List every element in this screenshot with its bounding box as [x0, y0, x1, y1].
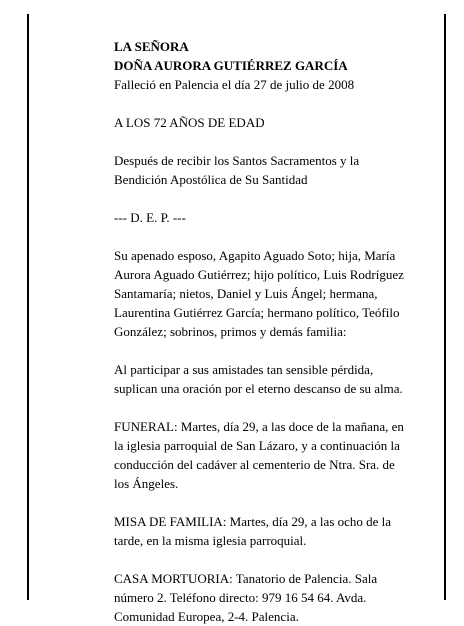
page-border-right: [444, 14, 446, 600]
request-section: [114, 360, 424, 398]
funeral-line: FUNERAL: Martes, día 29, a las doce de la mañana, en: [114, 419, 404, 434]
mortuary-line: número 2. Teléfono directo: 979 16 54 64. Avda.: [114, 590, 367, 605]
request-line: suplican una oración por el eterno descanso de su alma.: [114, 381, 403, 396]
dep-line: --- D. E. P. ---: [114, 210, 186, 225]
title-line: LA SEÑORA: [114, 39, 189, 54]
sacraments-section: [114, 151, 424, 189]
request-line: Al participar a sus amistades tan sensible pérdida,: [114, 362, 374, 377]
page-border-left: [27, 14, 29, 600]
family-line: González; sobrinos, primos y demás familia:: [114, 324, 347, 339]
funeral-line: los Ángeles.: [114, 476, 179, 491]
age-line: A LOS 72 AÑOS DE EDAD: [114, 115, 265, 130]
funeral-line: conducción del cadáver al cementerio de Ntra. Sra. de: [114, 457, 395, 472]
mortuary-line: Comunidad Europea, 2-4. Palencia.: [114, 609, 299, 624]
family-line: Aurora Aguado Gutiérrez; hijo político, Luis Rodríguez: [114, 267, 404, 282]
family-line: Santamaría; nietos, Daniel y Luis Ángel; hermana,: [114, 286, 378, 301]
family-mass-line: MISA DE FAMILIA: Martes, día 29, a las ocho de la: [114, 514, 392, 529]
family-line: Su apenado esposo, Agapito Aguado Soto; hija, María: [114, 248, 396, 263]
dep-section: [114, 208, 424, 227]
deceased-name: DOÑA AURORA GUTIÉRREZ GARCÍA: [114, 58, 348, 73]
funeral-line: la iglesia parroquial de San Lázaro, y a continuación la: [114, 438, 400, 453]
mortuary-section: [114, 569, 424, 626]
sacraments-line: Bendición Apostólica de Su Santidad: [114, 172, 308, 187]
family-line: Laurentina Gutiérrez García; hermano político, Teófilo: [114, 305, 400, 320]
funeral-section: [114, 417, 424, 493]
family-section: [114, 246, 424, 341]
obituary-header: [114, 37, 424, 94]
mortuary-line: CASA MORTUORIA: Tanatorio de Palencia. Sala: [114, 571, 378, 586]
obituary-notice: [114, 37, 424, 626]
death-date-line: Falleció en Palencia el día 27 de julio de 2008: [114, 77, 355, 92]
family-mass-section: [114, 512, 424, 550]
sacraments-line: Después de recibir los Santos Sacramentos y la: [114, 153, 360, 168]
age-section: [114, 113, 424, 132]
family-mass-line: tarde, en la misma iglesia parroquial.: [114, 533, 307, 548]
